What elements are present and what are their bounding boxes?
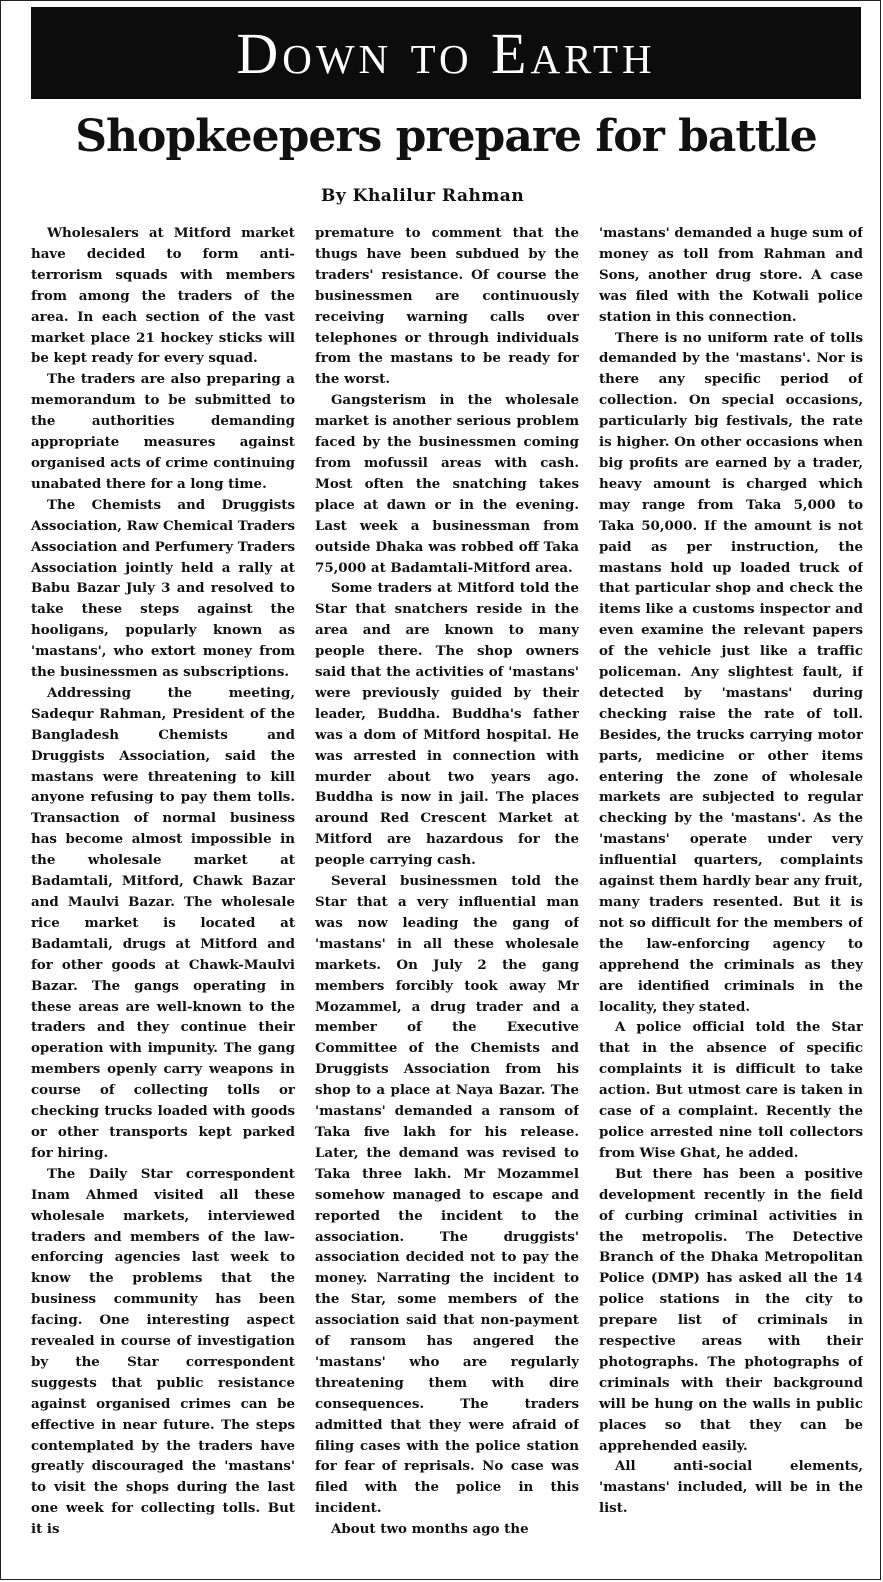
paragraph: premature to comment that the thugs have been subdued by the traders' resistance. Of course the businessmen are continuously receiving warning calls over telephones or through individuals from the mastans to be ready for the worst. <box>315 225 579 388</box>
paragraph: 'mastans' demanded a huge sum of money as toll from Rahman and Sons, another drug store. A case was filed with the Kotwali police station in this connection. <box>599 225 863 325</box>
article-column-2 <box>315 223 579 1573</box>
paragraph: All anti-social elements, 'mastans' included, will be in the list. <box>599 1458 863 1517</box>
paragraph: But there has been a positive development recently in the field of curbing criminal activities in the metropolis. The Detective Branch of the Dhaka Metropolitan Police (DMP) has asked all the 14 police stations in the city to prepare list of criminals in respective areas with their photographs. The photographs of criminals with their background will be hung on the walls in public places so that they can be apprehended easily. <box>599 1165 863 1454</box>
byline: By Khalilur Rahman <box>321 186 525 206</box>
paragraph: A police official told the Star that in the absence of specific complaints it is difficult to take action. But utmost care is taken in case of a complaint. Recently the police arrested nine toll collectors from Wise Ghat, he added. <box>599 1019 863 1161</box>
column-banner: Down to Earth <box>31 7 861 99</box>
paragraph: The traders are also preparing a memorandum to be submitted to the authorities demanding appropriate measures against organised acts of crime continuing unabated there for a long time. <box>31 371 295 492</box>
paragraph: The Daily Star correspondent Inam Ahmed visited all these wholesale markets, interviewed traders and members of the law-enforcing agencies last week to know the problems that the business community has been facing. One interesting aspect revealed in course of investigation by the Star correspondent suggests that public resistance against organised crimes can be effective in near future. The steps contemplated by the traders have greatly discouraged the 'mastans' to visit the shops during the last one week for collecting tolls. But it is <box>31 1165 295 1538</box>
headline: Shopkeepers prepare for battle <box>75 111 817 162</box>
paragraph: Several businessmen told the Star that a very influential man was now leading the gang of 'mastans' in all these wholesale markets. On July 2 the gang members forcibly took away Mr Mozammel, a drug trader and a member of the Executive Committee of the Chemists and Druggists Association from his shop to a place at Naya Bazar. The 'mastans' demanded a ransom of Taka five lakh for his release. Later, the demand was revised to Taka three lakh. Mr Mozammel somehow managed to escape and reported the incident to the association. The druggists' association decided not to pay the money. Narrating the incident to the Star, some members of the association said that non-payment of ransom has angered the 'mastans' who are regularly threatening them with dire consequences. The traders admitted that they were afraid of filing cases with the police station for fear of reprisals. No case was filed with the police in this incident. <box>315 873 579 1517</box>
paragraph: There is no uniform rate of tolls demanded by the 'mastans'. Nor is there any specific period of collection. On special occasions, particularly big festivals, the rate is higher. On other occasions when big profits are earned by a trader, heavy amount is charged which may range from Taka 5,000 to Taka 50,000. If the amount is not paid as per instruction, the mastans hold up loaded truck of that particular shop and check the items like a customs inspector and even examine the relevant papers of the vehicle just like a traffic policeman. Any slightest fault, if detected by 'mastans' during checking raise the rate of toll. Besides, the trucks carrying motor parts, medicine or other items entering the zone of wholesale markets are subjected to regular checking by the 'mastans'. As the 'mastans' operate under very influential quarters, complaints against them hardly bear any fruit, many traders resented. But it is not so difficult for the members of the law-enforcing agency to apprehend the criminals as they are identified criminals in the locality, they stated. <box>599 329 863 1015</box>
paragraph: About two months ago the <box>331 1521 529 1538</box>
article-column-1 <box>31 223 295 1573</box>
paragraph: Gangsterism in the wholesale market is another serious problem faced by the businessmen coming from mofussil areas with cash. Most often the snatching takes place at dawn or in the evening. Last week a businessman from outside Dhaka was robbed off Taka 75,000 at Badamtali-Mitford area. <box>315 392 579 576</box>
paragraph: The Chemists and Druggists Association, Raw Chemical Traders Association and Perfumery Traders Association jointly held a rally at Babu Bazar July 3 and resolved to take these steps against the hooligans, popularly known as 'mastans', who extort money from the businessmen as subscriptions. <box>31 496 295 681</box>
article-body <box>31 223 863 1573</box>
article-column-3 <box>599 223 863 1573</box>
paragraph: Some traders at Mitford told the Star that snatchers reside in the area and are known to many people there. The shop owners said that the activities of 'mastans' were previously guided by their leader, Buddha. Buddha's father was a dom of Mitford hospital. He was arrested in connection with murder about two years ago. Buddha is now in jail. The places around Red Crescent Market at Mitford are hazardous for the people carrying cash. <box>315 580 579 869</box>
paragraph: Wholesalers at Mitford market have decided to form anti-terrorism squads with members from among the traders of the area. In each section of the vast market place 21 hockey sticks will be kept ready for every squad. <box>31 225 295 367</box>
paragraph: Addressing the meeting, Sadequr Rahman, President of the Bangladesh Chemists and Druggists Association, said the mastans were threatening to kill anyone refusing to pay them tolls. Transaction of normal business has become almost impossible in the wholesale market at Badamtali, Mitford, Chawk Bazar and Maulvi Bazar. The wholesale rice market is located at Badamtali, drugs at Mitford and for other goods at Chawk-Maulvi Bazar. The gangs operating in these areas are well-known to the traders and they continue their operation with impunity. The gang members openly carry weapons in course of collecting tolls or checking trucks loaded with goods or other transports kept parked for hiring. <box>31 684 295 1161</box>
